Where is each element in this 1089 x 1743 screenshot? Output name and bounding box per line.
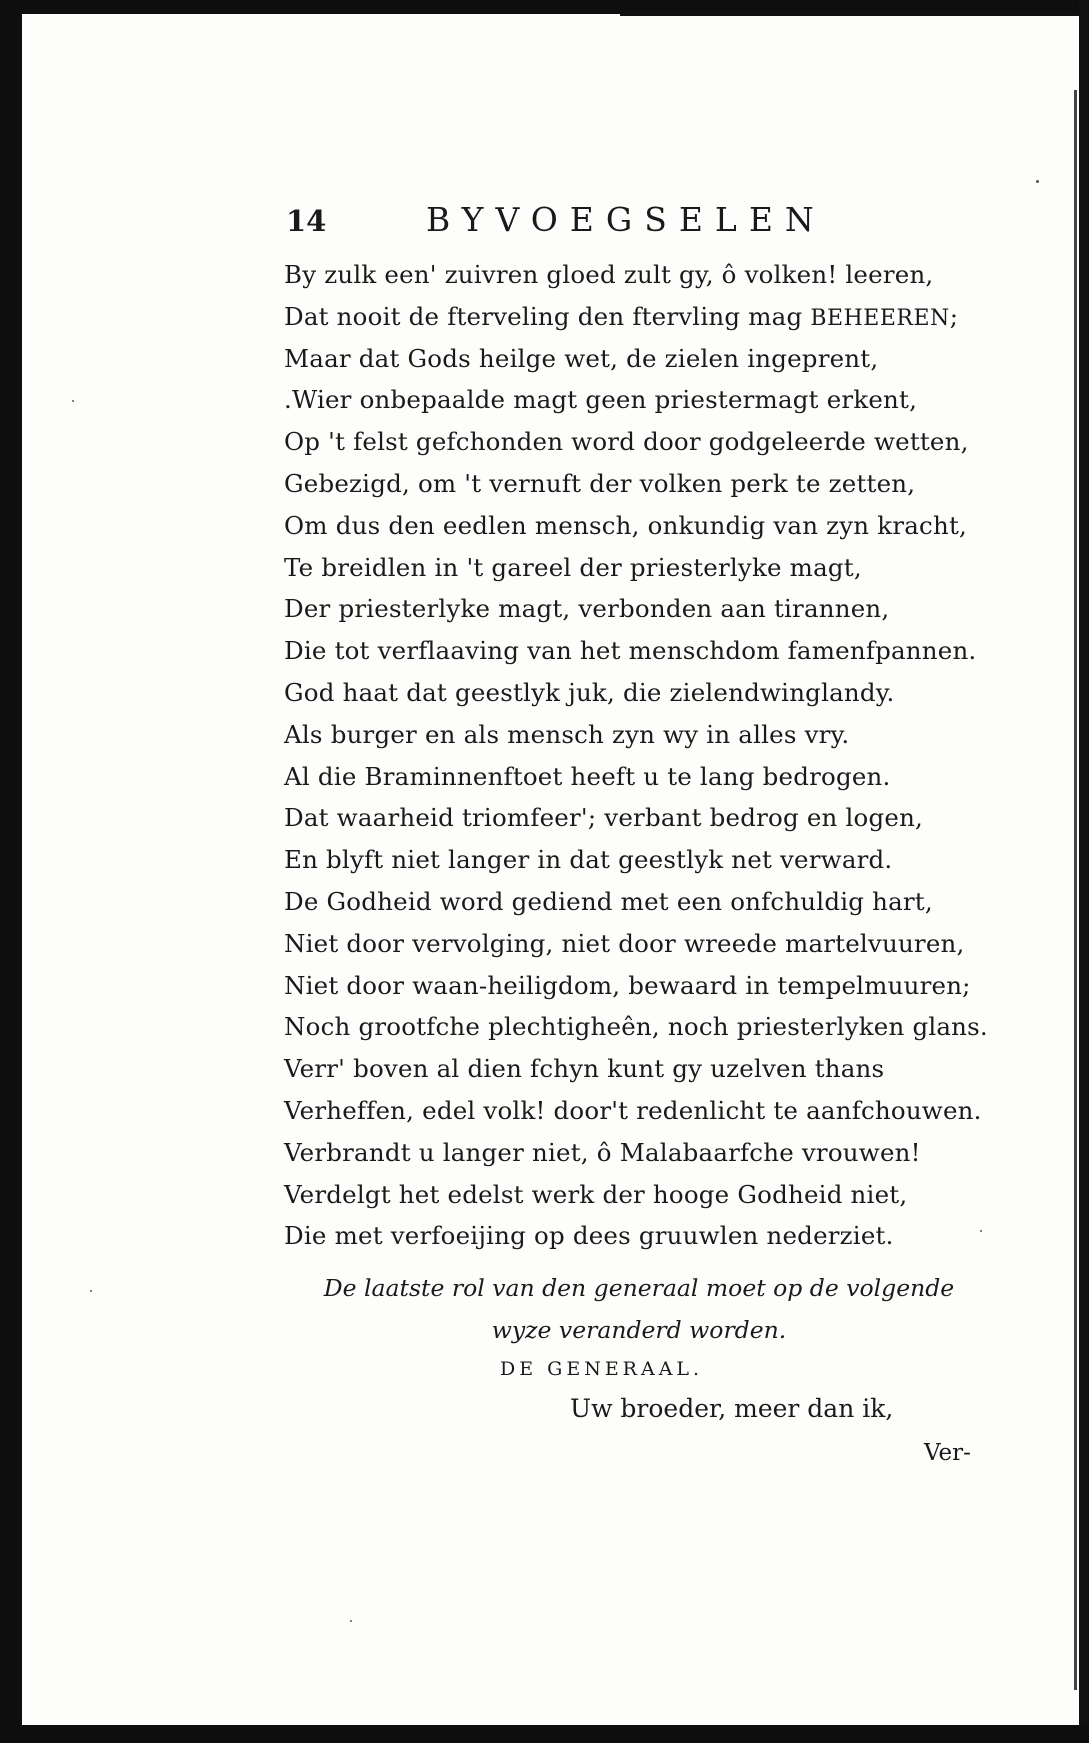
verse-text: Dat nooit de fterveling den ftervling mag — [284, 301, 811, 331]
verse-text: Als burger en als mensch zyn wy in alles vry. — [284, 719, 850, 749]
verse-line — [284, 254, 1004, 296]
verse-line — [284, 630, 1004, 672]
verse-text: Die tot verflaaving van het menschdom famenfpannen. — [284, 636, 977, 666]
scan-edge-top-shadow — [620, 10, 1089, 16]
scan-edge-left — [0, 0, 22, 1743]
verse-text: Om dus den eedlen mensch, onkundig van zyn kracht, — [284, 510, 967, 540]
verse-punctuation: ; — [949, 301, 959, 331]
speech-line: Uw broeder, meer dan ik, — [570, 1394, 894, 1423]
verse-text: Al die Braminnenftoet heeft u te lang bedrogen. — [284, 761, 891, 791]
scan-edge-right-shadow — [1074, 90, 1077, 1690]
verse-text: By zulk een' zuivren gloed zult gy, ô volken! leeren, — [284, 260, 934, 289]
scan-edge-bottom — [0, 1725, 1089, 1743]
verse-text: Te breidlen in 't gareel der priesterlyke magt, — [284, 552, 862, 582]
verse-text: Die met verfoeijing op dees gruuwlen nederziet. — [284, 1221, 894, 1251]
scan-speck — [350, 1620, 352, 1622]
stage-direction — [284, 1267, 994, 1351]
verse-line — [284, 714, 1004, 756]
verse-text: Niet door waan-heiligdom, bewaard in tempelmuuren; — [284, 970, 971, 1000]
verse-line — [284, 756, 1004, 798]
page-number: 14 — [286, 204, 327, 238]
verse-line — [284, 547, 1004, 589]
verse-line — [284, 923, 1004, 965]
verse-line — [284, 1174, 1004, 1216]
verse-line — [284, 1215, 1004, 1257]
verse-text: Verheffen, edel volk! door't redenlicht te aanfchouwen. — [284, 1095, 982, 1125]
verse-block — [284, 254, 1004, 1257]
verse-text: God haat dat geestlyk juk, die zielendwinglandy. — [284, 677, 895, 707]
verse-line — [284, 839, 1004, 881]
scan-speck — [90, 1290, 92, 1292]
verse-line — [284, 296, 1004, 338]
verse-small-caps: BEHEEREN — [810, 305, 950, 331]
verse-line — [284, 881, 1004, 923]
verse-text: En blyft niet langer in dat geestlyk net verward. — [284, 845, 893, 875]
verse-line — [284, 338, 1004, 380]
verse-text: Dat waarheid triomfeer'; verbant bedrog en logen, — [284, 803, 924, 833]
stage-direction-line: wyze veranderd worden. — [491, 1316, 787, 1344]
verse-line — [284, 965, 1004, 1007]
verse-line — [284, 421, 1004, 463]
running-title: BYVOEGSELEN — [426, 200, 826, 239]
verse-text: De Godheid word gediend met een onfchuldig hart, — [284, 886, 933, 916]
verse-text: Noch grootfche plechtigheên, noch priesterlyken glans. — [284, 1012, 988, 1042]
verse-line — [284, 463, 1004, 505]
speaker-name: DE GENERAAL. — [500, 1358, 704, 1380]
verse-text: .Wier onbepaalde magt geen priestermagt erkent, — [284, 385, 918, 415]
verse-text: Op 't felst gefchonden word door godgeleerde wetten, — [284, 427, 969, 457]
verse-text: Gebezigd, om 't vernuft der volken perk te zetten, — [284, 468, 916, 498]
scan-speck — [980, 1230, 982, 1232]
scan-speck — [1036, 180, 1039, 183]
catchword: Ver- — [924, 1440, 971, 1466]
verse-text: Maar dat Gods heilge wet, de zielen ingeprent, — [284, 343, 879, 373]
stage-direction-line: De laatste rol van den generaal moet op de volgende — [323, 1274, 955, 1302]
verse-text: Niet door vervolging, niet door wreede martelvuuren, — [284, 928, 965, 958]
scan-edge-right — [1079, 0, 1089, 1743]
verse-line — [284, 1090, 1004, 1132]
page-header — [286, 200, 986, 246]
scan-speck — [72, 400, 74, 402]
verse-line — [284, 379, 1004, 421]
verse-line — [284, 672, 1004, 714]
verse-line — [284, 1132, 1004, 1174]
verse-line — [284, 797, 1004, 839]
verse-text: Der priesterlyke magt, verbonden aan tirannen, — [284, 594, 890, 624]
verse-text: Verdelgt het edelst werk der hooge Godheid niet, — [284, 1179, 908, 1209]
verse-line — [284, 1048, 1004, 1090]
verse-text: Verbrandt u langer niet, ô Malabaarfche vrouwen! — [284, 1137, 921, 1167]
verse-line — [284, 1006, 1004, 1048]
verse-line — [284, 588, 1004, 630]
verse-line — [284, 505, 1004, 547]
verse-text: Verr' boven al dien fchyn kunt gy uzelven thans — [284, 1054, 885, 1084]
